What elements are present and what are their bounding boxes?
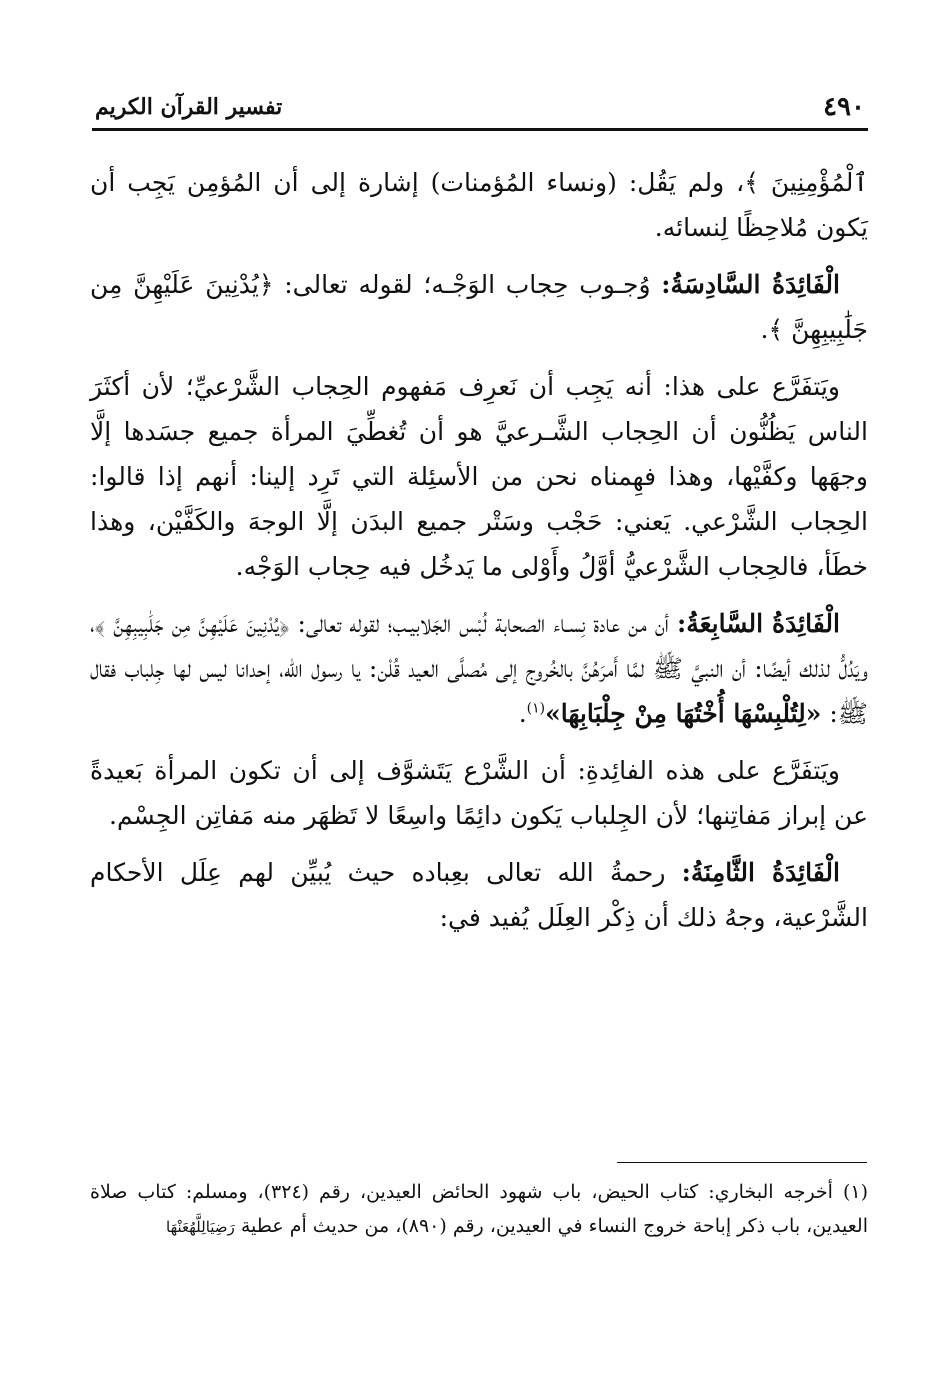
benefit-six-heading: الْفَائِدَةُ السَّادِسَةُ:	[661, 270, 840, 299]
paragraph-6-text: رحمةُ الله تعالى بعِباده حيث يُبيِّن لهم عِلَل الأحكام الشَّرْعية، وجهُ ذلك أن ذِكْر العِلَل يُفيد في:	[90, 858, 868, 932]
quran-verse: ﴿يُدْنِينَ عَلَيْهِنَّ مِن جَلَٰبِيبِهِنَّ ﴾	[94, 609, 290, 638]
paragraph-5: ويَتفَرَّع على هذه الفائِدةِ: أن الشَّرْع يَتَشوَّف إلى أن تكون المرأة بَعيدةً عن إبراز مَفاتِنها؛ لأن الجِلباب يَكون دائِمًا واسِعًا لا تَظهَر منه مَفاتِن الجِسْم.	[90, 756, 868, 830]
paragraph-3: ويَتفَرَّع على هذا: أنه يَجِب أن نَعرِف مَفهوم الحِجاب الشَّرْعيِّ؛ لأن أكثَرَ الناس يَظُنُّون أن الحِجاب الشَّـرعيَّ هو أن تُغطِّيَ المرأة جميع جسَدها إلَّا وجهَها وكفَّيْها، وهذا فهِمناه نحن من الأسئِلة التي تَرِد إلينا: أنهم إذا قالوا: الحِجاب الشَّرْعي. يَعني: حَجْب وسَتْر جميع البدَن إلَّا الوجهَ والكَفَّيْن، وهذا خطَأ، فالحِجاب الشَّرْعيُّ أوَّلُ وأَوْلى ما يَدخُل فيه حِجاب الوَجْه.	[90, 372, 868, 581]
paragraph-4-text-1: أن من عادة نِسـاء الصحابة لُبْس الجَلابيـب؛ لقوله تعالى:	[289, 609, 677, 638]
paragraph-2-text: وُجـوب حِجاب الوَجْـه؛ لقوله تعالى:	[273, 270, 662, 299]
paragraph-4-text-2: ، ويَدُلُّ لذلك أيضًا: أن النبيَّ ﷺ لمَّا أَمرَهُنَّ بالخُروج إلى مُصلَّى العيد قُلْن: يا رسول الله، إحدانا ليس لها جِلباب فقال ﷺ:	[90, 609, 868, 728]
header-rule	[92, 128, 868, 131]
benefit-eight-heading: الْفَائِدَةُ الثَّامِنَةُ:	[681, 858, 840, 887]
footnote-rule	[617, 1162, 867, 1163]
paragraph-4	[90, 601, 868, 736]
paragraph-2	[90, 262, 868, 352]
page-header	[95, 88, 865, 126]
quran-verse: ﴿يُدْنِينَ عَلَيْهِنَّ مِن جَلَٰبِيبِهِنَّ ﴾	[90, 270, 868, 344]
paragraph-2-end: .	[760, 315, 769, 344]
footnote-1	[90, 1175, 868, 1244]
footnotes	[90, 1175, 868, 1244]
honorific-phrase: رَضِيَالِلَّهُعَنْهَا	[166, 1218, 235, 1236]
running-title: تفسير القرآن الكريم	[95, 94, 283, 120]
hadith-quote: «لِتُلْبِسْهَا أُخْتُهَا مِنْ جِلْبَابِهَا»	[545, 699, 822, 728]
paragraph-1: ٱلْمُؤْمِنِينَ ﴾، ولم يَقُل: (ونساء المُؤمنات) إشارة إلى أن المُؤمِن يَجِب أن يَكون مُلاحِظًا لِنسائه.	[90, 168, 868, 242]
main-text	[90, 160, 868, 952]
paragraph-4-end: .	[518, 699, 527, 728]
paragraph-6	[90, 850, 868, 940]
page-number: ٤٩٠	[823, 92, 865, 122]
footnote-1-text: (١) أخرجه البخاري: كتاب الحيض، باب شهود الحائض العيدين، رقم (٣٢٤)، ومسلم: كتاب صلاة العيدين، باب ذكر إباحة خروج النساء في العيدين، رقم (٨٩٠)، من حديث أم عطية	[90, 1181, 868, 1237]
footnote-reference[interactable]: (١)	[526, 700, 546, 717]
benefit-seven-heading: الْفَائِدَةُ السَّابِعَةُ:	[676, 609, 840, 638]
